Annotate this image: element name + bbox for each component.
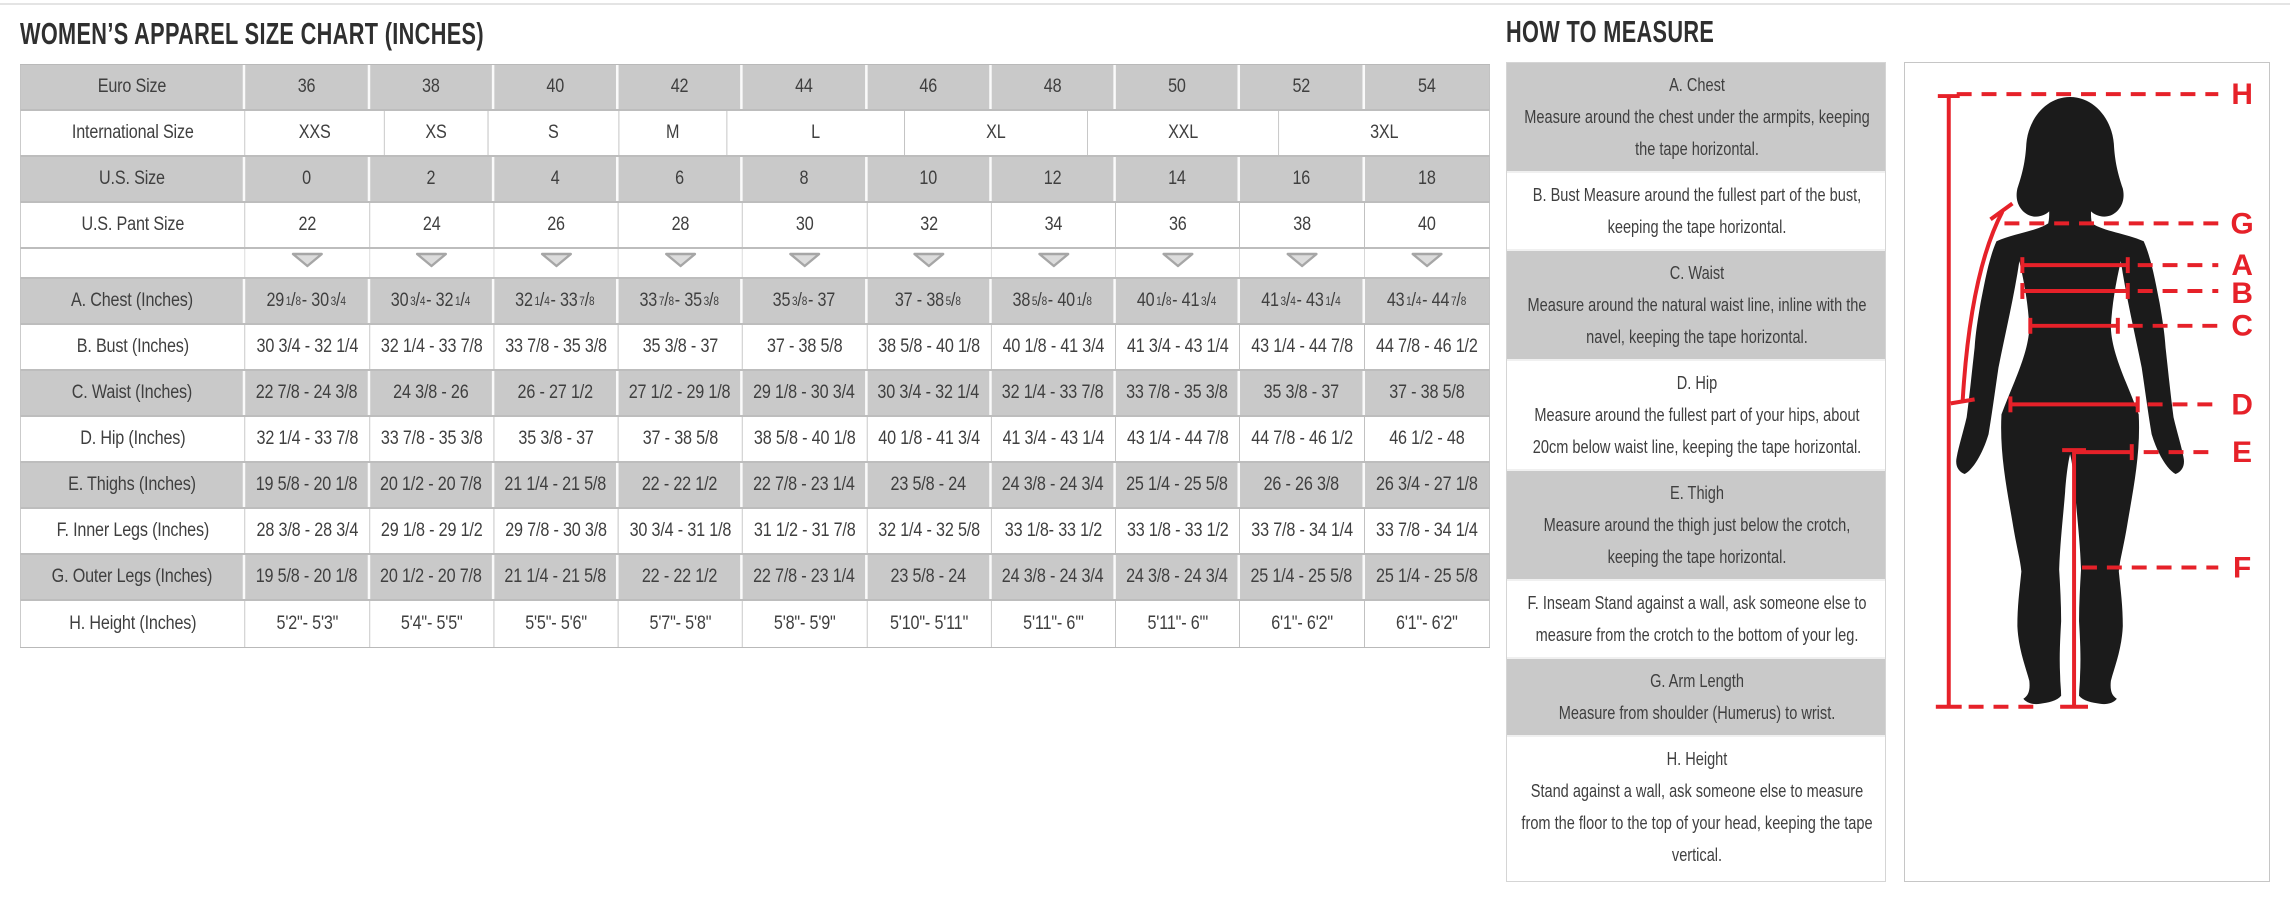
size-cell: 37 - 38 5 / 8 <box>867 279 991 323</box>
size-cell: 2 <box>370 157 494 201</box>
size-cell: 8 <box>743 157 867 201</box>
measure-item <box>1507 359 1886 469</box>
arrow-cell <box>992 249 1116 277</box>
size-cell: 24 <box>370 203 494 247</box>
measure-item <box>1507 735 1886 877</box>
size-cell: 22 7/8 - 23 1/4 <box>743 463 867 507</box>
size-cell: 33 7/8 - 35 3/8 <box>494 325 618 369</box>
size-cell: 22 <box>246 203 370 247</box>
row-label: F. Inner Legs (Inches) <box>21 509 246 553</box>
size-cell: 32 1/4 - 33 7/8 <box>992 371 1116 415</box>
size-cell: 43 1 / 4 - 44 7 / 8 <box>1365 279 1489 323</box>
down-arrow-icon <box>913 252 945 268</box>
diagram-label-g: G <box>2230 207 2254 241</box>
table-row <box>21 279 1489 325</box>
row-label <box>21 249 246 277</box>
size-cell: 33 1/8- 33 1/2 <box>992 509 1116 553</box>
measure-item-heading: C. Waist <box>1669 263 1725 283</box>
size-cell: 32 1/4 - 33 7/8 <box>246 417 370 461</box>
size-cell: M <box>619 111 727 155</box>
size-cell: 19 5/8 - 20 1/8 <box>246 463 370 507</box>
size-cell: 5'2"- 5'3" <box>246 601 370 647</box>
measure-item <box>1507 249 1886 359</box>
size-cell: 42 <box>619 65 743 109</box>
size-cell: 29 7/8 - 30 3/8 <box>494 509 618 553</box>
size-cell: 38 <box>370 65 494 109</box>
size-cell: XXS <box>246 111 385 155</box>
row-label: C. Waist (Inches) <box>21 371 246 415</box>
size-cell: 36 <box>1116 203 1240 247</box>
measure-item-text: Measure around the chest under the armpits, keeping the tape horizontal. <box>1524 107 1870 159</box>
size-cell: 25 1/4 - 25 5/8 <box>1116 463 1240 507</box>
measurement-labels <box>2231 78 2254 584</box>
down-arrow-icon <box>1286 252 1318 268</box>
size-cell: 22 - 22 1/2 <box>619 555 743 599</box>
size-cell: 22 7/8 - 24 3/8 <box>246 371 370 415</box>
measure-item-heading: A. Chest <box>1669 75 1725 95</box>
table-row <box>21 111 1489 157</box>
arrow-cell <box>1240 249 1364 277</box>
size-cell: 26 - 26 3/8 <box>1240 463 1364 507</box>
size-cell: 41 3 / 4 - 43 1 / 4 <box>1240 279 1364 323</box>
size-cell: 30 3/4 - 31 1/8 <box>619 509 743 553</box>
table-row <box>21 157 1489 203</box>
size-cell: 5'10"- 5'11" <box>867 601 991 647</box>
size-cell: 24 3/8 - 24 3/4 <box>992 463 1116 507</box>
size-cell: 31 1/2 - 31 7/8 <box>743 509 867 553</box>
size-cell: 5'11"- 6'" <box>992 601 1116 647</box>
down-arrow-icon <box>1037 252 1069 268</box>
size-table <box>20 64 1490 648</box>
size-cell: 38 <box>1240 203 1364 247</box>
size-cell: 37 - 38 5/8 <box>743 325 867 369</box>
size-cell: 33 7/8 - 35 3/8 <box>370 417 494 461</box>
row-label: G. Outer Legs (Inches) <box>21 555 246 599</box>
size-cell: 21 1/4 - 21 5/8 <box>494 463 618 507</box>
table-row <box>21 65 1489 111</box>
size-cell: 3XL <box>1279 111 1489 155</box>
size-cell: 33 7/8 - 35 3/8 <box>1116 371 1240 415</box>
measure-item-text: Measure around the thigh just below the crotch, keeping the tape horizontal. <box>1543 515 1851 567</box>
size-cell: 28 3/8 - 28 3/4 <box>246 509 370 553</box>
size-cell: 26 <box>494 203 618 247</box>
size-cell: 44 7/8 - 46 1/2 <box>1240 417 1364 461</box>
size-cell: 5'8"- 5'9" <box>743 601 867 647</box>
measurement-diagram-svg <box>1905 63 2269 881</box>
size-cell: 23 5/8 - 24 <box>867 555 991 599</box>
size-cell: 50 <box>1116 65 1240 109</box>
size-cell: 5'7"- 5'8" <box>619 601 743 647</box>
size-cell: 30 3/4 - 32 1/4 <box>246 325 370 369</box>
size-cell: 29 1 / 8 - 30 3 / 4 <box>246 279 370 323</box>
size-cell: 33 7/8 - 34 1/4 <box>1365 509 1489 553</box>
down-arrow-icon <box>1411 252 1443 268</box>
size-cell: 37 - 38 5/8 <box>1365 371 1489 415</box>
row-label: H. Height (Inches) <box>21 601 246 647</box>
size-cell: 28 <box>619 203 743 247</box>
diagram-label-h: H <box>2231 78 2253 112</box>
table-row <box>21 601 1489 647</box>
row-label: U.S. Size <box>21 157 246 201</box>
woman-silhouette-image <box>1956 97 2184 704</box>
down-arrow-icon <box>540 252 572 268</box>
size-cell: 32 1/4 - 32 5/8 <box>867 509 991 553</box>
table-row <box>21 249 1489 279</box>
size-cell: 24 3/8 - 26 <box>370 371 494 415</box>
arrow-cell <box>619 249 743 277</box>
measure-instructions <box>1506 62 1886 882</box>
measure-item-text: B. Bust Measure around the fullest part of the bust, keeping the tape horizontal. <box>1532 185 1862 237</box>
arrow-cell <box>246 249 370 277</box>
measure-item-text: F. Inseam Stand against a wall, ask someone else to measure from the crotch to the bottom of your leg. <box>1527 593 1867 645</box>
size-cell: 18 <box>1365 157 1489 201</box>
size-cell: 25 1/4 - 25 5/8 <box>1240 555 1364 599</box>
size-cell: 54 <box>1365 65 1489 109</box>
size-cell: 19 5/8 - 20 1/8 <box>246 555 370 599</box>
size-cell: XS <box>385 111 489 155</box>
row-label: D. Hip (Inches) <box>21 417 246 461</box>
size-cell: 52 <box>1240 65 1364 109</box>
size-cell: 25 1/4 - 25 5/8 <box>1365 555 1489 599</box>
size-cell: 33 7 / 8 - 35 3 / 8 <box>619 279 743 323</box>
size-cell: 32 1/4 - 33 7/8 <box>370 325 494 369</box>
table-row <box>21 203 1489 249</box>
measure-item-heading: H. Height <box>1666 749 1728 769</box>
size-cell: 46 1/2 - 48 <box>1365 417 1489 461</box>
size-cell: 38 5 / 8 - 40 1 / 8 <box>992 279 1116 323</box>
diagram-label-e: E <box>2232 436 2253 470</box>
arrow-cell <box>1116 249 1240 277</box>
size-cell: 6'1"- 6'2" <box>1365 601 1489 647</box>
size-cell: 5'5"- 5'6" <box>494 601 618 647</box>
size-cell: 44 7/8 - 46 1/2 <box>1365 325 1489 369</box>
size-cell: 22 7/8 - 23 1/4 <box>743 555 867 599</box>
row-label: B. Bust (Inches) <box>21 325 246 369</box>
size-cell: 33 1/8 - 33 1/2 <box>1116 509 1240 553</box>
size-cell: 29 1/8 - 29 1/2 <box>370 509 494 553</box>
size-cell: 5'4"- 5'5" <box>370 601 494 647</box>
size-cell: 35 3 / 8 - 37 <box>743 279 867 323</box>
size-cell: L <box>727 111 905 155</box>
size-cell: 43 1/4 - 44 7/8 <box>1116 417 1240 461</box>
size-cell: 35 3/8 - 37 <box>619 325 743 369</box>
size-cell: 34 <box>992 203 1116 247</box>
size-cell: 24 3/8 - 24 3/4 <box>992 555 1116 599</box>
size-cell: 27 1/2 - 29 1/8 <box>619 371 743 415</box>
size-cell: 0 <box>246 157 370 201</box>
row-label: U.S. Pant Size <box>21 203 246 247</box>
size-cell: 23 5/8 - 24 <box>867 463 991 507</box>
measure-item <box>1507 657 1886 735</box>
measure-item-text: Measure around the natural waist line, inline with the navel, keeping the tape horizontal. <box>1527 295 1867 347</box>
size-cell: S <box>488 111 619 155</box>
size-cell: 26 3/4 - 27 1/8 <box>1365 463 1489 507</box>
down-arrow-icon <box>789 252 821 268</box>
down-arrow-icon <box>416 252 448 268</box>
top-divider <box>0 3 2290 5</box>
size-cell: 33 7/8 - 34 1/4 <box>1240 509 1364 553</box>
table-row <box>21 555 1489 601</box>
size-cell: 26 - 27 1/2 <box>494 371 618 415</box>
measure-item <box>1507 171 1886 249</box>
measurement-diagram <box>1904 62 2270 882</box>
arrow-cell <box>867 249 991 277</box>
table-row <box>21 325 1489 371</box>
measure-instructions-inner <box>1507 63 1886 877</box>
size-cell: XXL <box>1088 111 1280 155</box>
size-cell: 41 3/4 - 43 1/4 <box>992 417 1116 461</box>
diagram-label-f: F <box>2233 551 2252 585</box>
measure-item <box>1507 63 1886 171</box>
arrow-cell <box>1365 249 1489 277</box>
table-row <box>21 463 1489 509</box>
down-arrow-icon <box>1162 252 1194 268</box>
measure-item-heading: D. Hip <box>1676 373 1718 393</box>
size-cell: 10 <box>867 157 991 201</box>
size-cell: 21 1/4 - 21 5/8 <box>494 555 618 599</box>
measure-item <box>1507 579 1886 657</box>
size-cell: 29 1/8 - 30 3/4 <box>743 371 867 415</box>
diagram-label-b: B <box>2231 276 2253 310</box>
row-label: Euro Size <box>21 65 246 109</box>
size-cell: 20 1/2 - 20 7/8 <box>370 463 494 507</box>
table-row <box>21 371 1489 417</box>
measure-item-text: Measure from shoulder (Humerus) to wrist. <box>1558 703 1836 723</box>
size-cell: 40 1 / 8 - 41 3 / 4 <box>1116 279 1240 323</box>
size-chart-title: WOMEN’S APPAREL SIZE CHART (INCHES) <box>20 16 484 51</box>
size-cell: 41 3/4 - 43 1/4 <box>1116 325 1240 369</box>
size-cell: 35 3/8 - 37 <box>1240 371 1364 415</box>
size-cell: 38 5/8 - 40 1/8 <box>867 325 991 369</box>
size-cell: 38 5/8 - 40 1/8 <box>743 417 867 461</box>
size-cell: 22 - 22 1/2 <box>619 463 743 507</box>
size-cell: 5'11"- 6'" <box>1116 601 1240 647</box>
measure-item-text: Stand against a wall, ask someone else to measure from the floor to the top of your head, keeping the tape vertical. <box>1521 781 1873 865</box>
diagram-label-a: A <box>2231 249 2253 283</box>
size-cell: 35 3/8 - 37 <box>494 417 618 461</box>
row-label: International Size <box>21 111 246 155</box>
size-cell: 16 <box>1240 157 1364 201</box>
row-label: E. Thighs (Inches) <box>21 463 246 507</box>
size-cell: 40 <box>494 65 618 109</box>
diagram-label-c: C <box>2231 309 2253 343</box>
size-cell: 40 1/8 - 41 3/4 <box>992 325 1116 369</box>
size-cell: 46 <box>867 65 991 109</box>
down-arrow-icon <box>291 252 323 268</box>
arrow-cell <box>743 249 867 277</box>
size-cell: 40 1/8 - 41 3/4 <box>867 417 991 461</box>
measure-item-heading: E. Thigh <box>1670 483 1724 503</box>
down-arrow-icon <box>664 252 696 268</box>
size-cell: 48 <box>992 65 1116 109</box>
how-to-measure-title: HOW TO MEASURE <box>1506 14 1715 49</box>
table-row <box>21 509 1489 555</box>
size-cell: 24 3/8 - 24 3/4 <box>1116 555 1240 599</box>
size-cell: 37 - 38 5/8 <box>619 417 743 461</box>
arrow-cell <box>370 249 494 277</box>
size-cell: 14 <box>1116 157 1240 201</box>
size-cell: 32 1 / 4 - 33 7 / 8 <box>494 279 618 323</box>
measure-item-heading: G. Arm Length <box>1650 671 1744 691</box>
size-cell: 30 3/4 - 32 1/4 <box>867 371 991 415</box>
table-row <box>21 417 1489 463</box>
size-cell: 30 <box>743 203 867 247</box>
size-cell: 36 <box>246 65 370 109</box>
size-cell: 20 1/2 - 20 7/8 <box>370 555 494 599</box>
size-cell: 12 <box>992 157 1116 201</box>
row-label: A. Chest (Inches) <box>21 279 246 323</box>
size-cell: 32 <box>867 203 991 247</box>
size-cell: 4 <box>494 157 618 201</box>
size-cell: 30 3 / 4 - 32 1 / 4 <box>370 279 494 323</box>
size-cell: 40 <box>1365 203 1489 247</box>
measure-item <box>1507 469 1886 579</box>
size-cell: 6 <box>619 157 743 201</box>
size-cell: 44 <box>743 65 867 109</box>
size-cell: 43 1/4 - 44 7/8 <box>1240 325 1364 369</box>
size-cell: XL <box>905 111 1088 155</box>
arrow-cell <box>494 249 618 277</box>
diagram-label-d: D <box>2231 388 2253 422</box>
measure-item-text: Measure around the fullest part of your hips, about 20cm below waist line, keeping the tape horizontal. <box>1532 405 1862 457</box>
size-cell: 6'1"- 6'2" <box>1240 601 1364 647</box>
